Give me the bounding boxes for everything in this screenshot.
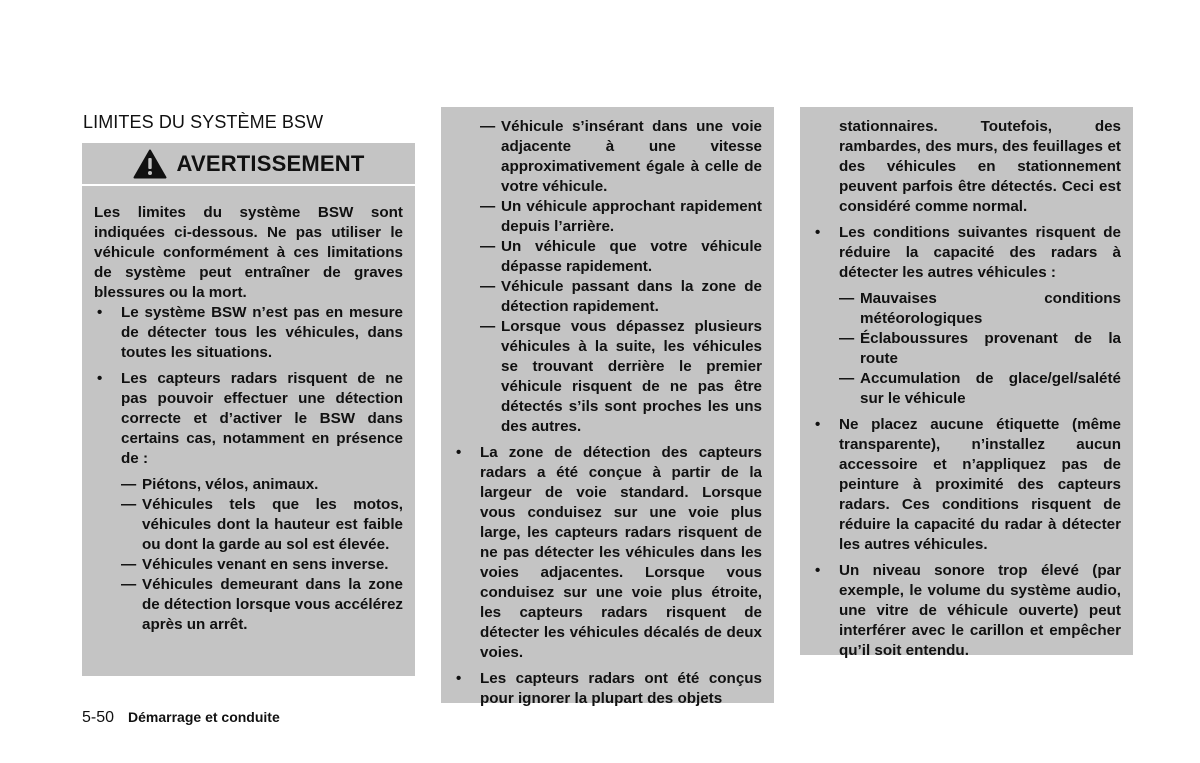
dash-item: — Véhicules tels que les motos, véhicules dont la hauteur est faible ou dont la garde au sol est élevée. <box>121 496 403 553</box>
dash-item: — Véhicule passant dans la zone de détection rapidement. <box>480 278 762 315</box>
dash-item: — Accumulation de glace/gel/salété sur le véhicule <box>839 370 1121 407</box>
intro-paragraph: Les limites du système BSW sont indiquées ci-dessous. Ne pas utiliser le véhicule conformément à ces limitations de système peut entraîner de graves blessures ou la mort. <box>94 204 403 301</box>
bullet-item: • Ne placez aucune étiquette (même transparente), n’installez aucun accessoire et n’appliquez pas de peinture à proximité des capteurs radars. Ces conditions risquent de réduire la capacité du radar à détecter les autres véhicules. <box>815 416 1121 553</box>
dash-item: — Un véhicule que votre véhicule dépasse rapidement. <box>480 238 762 275</box>
bullet-item: • Le système BSW n’est pas en mesure de détecter tous les véhicules, dans toutes les situations. <box>97 304 403 361</box>
dash-item: — Éclaboussures provenant de la route <box>839 330 1121 367</box>
warning-panel-continued <box>800 107 1133 659</box>
continuation-paragraph: stationnaires. Toutefois, des rambardes, des murs, des feuillages et des véhicules en stationnement peuvent parfois être détectés. Ceci est considéré comme normal. <box>839 118 1121 215</box>
dash-item: — Véhicule s’insérant dans une voie adjacente à une vitesse approximativement égale à celle de votre véhicule. <box>480 118 762 195</box>
page-footer <box>82 709 280 727</box>
warning-body <box>453 117 762 709</box>
bullet-item: • Les capteurs radars risquent de ne pas pouvoir effectuer une détection correcte et d’activer le BSW dans certains cas, notamment en présence de : <box>97 370 403 467</box>
dash-item: — Mauvaises conditions météorologiques <box>839 290 1121 327</box>
dash-item: — Véhicules venant en sens inverse. <box>121 556 389 573</box>
page-number: 5-50 <box>82 709 115 726</box>
dash-item: — Véhicules demeurant dans la zone de détection lorsque vous accélérez après un arrêt. <box>121 576 403 633</box>
dash-item: — Piétons, vélos, animaux. <box>121 476 319 493</box>
dash-item: — Lorsque vous dépassez plusieurs véhicules à la suite, les véhicules se trouvant derrière le premier véhicule risquent de ne pas être détectés s’ils sont proches les uns des autres. <box>480 318 762 435</box>
chapter-title: Démarrage et conduite <box>128 709 280 725</box>
section-title: LIMITES DU SYSTÈME BSW <box>83 112 324 132</box>
bullet-item: • La zone de détection des capteurs radars a été conçue à partir de la largeur de voie standard. Lorsque vous conduisez sur une voie plus large, les capteurs radars risquent de ne pas détecter les véhicules dans les voies adjacentes. Lorsque vous conduisez sur une voie plus étroite, les capteurs radars risquent de détecter les véhicules décalés de deux voies. <box>456 444 762 661</box>
bullet-item: • Un niveau sonore trop élevé (par exemple, le volume du système audio, une vitre de véhicule ouverte) peut interférer avec le carillon et empêcher qu’il soit entendu. <box>815 562 1121 659</box>
bullet-item: • Les capteurs radars ont été conçus pour ignorer la plupart des objets <box>456 670 762 707</box>
dash-item: — Un véhicule approchant rapidement depuis l’arrière. <box>480 198 762 235</box>
warning-body <box>94 203 403 635</box>
warning-triangle-icon <box>133 149 167 179</box>
warning-panel-continued <box>441 107 774 707</box>
warning-body <box>812 117 1121 661</box>
warning-header <box>82 143 415 186</box>
warning-label: AVERTISSEMENT <box>176 150 365 176</box>
bullet-item: • Les conditions suivantes risquent de réduire la capacité des radars à détecter les autres véhicules : <box>815 224 1121 281</box>
warning-panel <box>82 143 415 676</box>
